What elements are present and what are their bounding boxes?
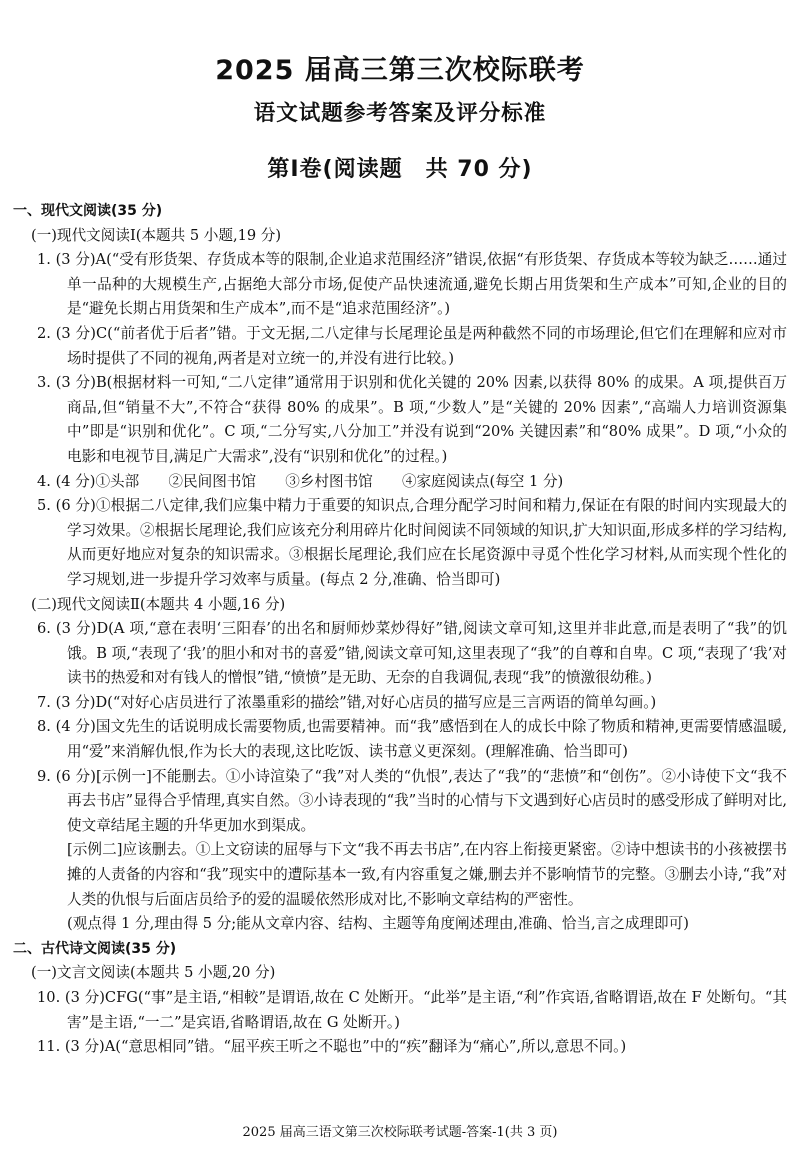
section-heading: 二、古代诗文阅读(35 分) (13, 940, 177, 957)
subsection-heading: (一)现代文阅读Ⅰ(本题共 5 小题,19 分) (31, 226, 282, 244)
answer-item: 3. (3 分)B(根据材料一可知,“二八定律”通常用于识别和优化关键的 20% 因素,以获得 80% 的成果。A 项,提供百万商品,但“销量不大”,不符合“获得 80% 的成果”。B 项,“少数人”是“关键的 20% 因素”,“高端人力培训资源集中”即是“识别和优化”。C 项,“二分写实,八分加工”并没有说到“20% 关键因素”和“80% 成果”。D 项,“小众的电影和电视节目,满足广大需求”,没有“识别和优化”的过程。) (37, 374, 787, 465)
exam-subtitle: 语文试题参考答案及评分标准 (253, 101, 547, 126)
answer-body (13, 199, 787, 1060)
scoring-note: (观点得 1 分,理由得 5 分;能从文章内容、结构、主题等角度阐述理由,准确、恰当,言之成理即可) (67, 915, 689, 933)
answer-item: 10. (3 分)CFG(“事”是主语,“相較”是谓语,故在 C 处断开。“此举”是主语,“利”作宾语,省略谓语,故在 F 处断句。“其害”是主语,“一二”是宾语,省略谓语,故在 G 处断开。) (37, 989, 787, 1031)
answer-item: 5. (6 分)①根据二八定律,我们应集中精力于重要的知识点,合理分配学习时间和精力,保证在有限的时间内实现最大的学习效果。②根据长尾理论,我们应该充分利用碎片化时间阅读不同领域的知识,扩大知识面,形成多样的学习结构,从而更好地应对复杂的知识需求。③根据长尾理论,我们应在长尾资源中寻觅个性化学习材料,从而实现个性化的学习规划,进一步提升学习效率与质量。(每点 2 分,准确、恰当即可) (37, 497, 787, 588)
answer-continuation: [示例二]应该删去。①上文窃读的屈辱与下文“我不再去书店”,在内容上衔接更紧密。②诗中想读书的小孩被摆书摊的人责备的内容和“我”现实中的遭际基本一致,有内容重复之嫌,删去并不影响情节的完整。③删去小诗,“我”对人类的仇恨与后面店员给予的爱的温暖依然形成对比,不影响文章结构的严密性。 (67, 841, 787, 908)
answer-item: 2. (3 分)C(“前者优于后者”错。于文无据,二八定律与长尾理论虽是两种截然不同的市场理论,但它们在理解和应对市场时提供了不同的视角,两者是对立统一的,并没有进行比较。) (37, 324, 787, 367)
answer-item: 6. (3 分)D(A 项,“意在表明‘三阳春’的出名和厨师炒菜炒得好”错,阅读文章可知,这里并非此意,而是表明了“我”的饥饿。B 项,“表现了‘我’的胆小和对书的喜爱”错,阅读文章可知,这里表现了“我”的自尊和自卑。C 项,“表现了‘我’对读书的热爱和对有钱人的憎恨”错,“愤愤”是无助、无奈的自我调侃,表现“我”的愤激很幼稚。) (37, 620, 787, 687)
answer-item: 7. (3 分)D(“对好心店员进行了浓墨重彩的描绘”错,对好心店员的描写应是三言两语的简单勾画。) (37, 693, 657, 711)
subsection-heading: (二)现代文阅读Ⅱ(本题共 4 小题,16 分) (31, 595, 286, 613)
exam-title: 2025 届高三第三次校际联考 (215, 55, 585, 86)
section-heading: 一、现代文阅读(35 分) (13, 203, 163, 219)
answer-item: 8. (4 分)国文先生的话说明成长需要物质,也需要精神。而“我”感悟到在人的成长中除了物质和精神,更需要情感温暖,用“爱”来消解仇恨,作为长大的表现,这比吃饭、读书意义更深刻。(理解准确、恰当即可) (37, 718, 787, 761)
subsection-heading: (一)文言文阅读(本题共 5 小题,20 分) (31, 964, 276, 982)
answer-item: 9. (6 分)[示例一]不能删去。①小诗渲染了“我”对人类的“仇恨”,表达了“我”的“悲愤”和“创伤”。②小诗使下文“我不再去书店”显得合乎情理,真实自然。③小诗表现的“我”当时的心情与下文遇到好心店员时的感受形成了鲜明对比,使文章结尾主题的升华更加水到渠成。 (37, 767, 787, 834)
page-footer: 2025 届高三语文第三次校际联考试题-答案-1(共 3 页) (242, 1125, 558, 1140)
answer-item: 4. (4 分)①头部 ②民间图书馆 ③乡村图书馆 ④家庭阅读点(每空 1 分) (37, 472, 564, 490)
answer-item: 11. (3 分)A(“意思相同”错。“屈平疾王听之不聪也”中的“疾”翻译为“痛心”,所以,意思不同。) (37, 1038, 627, 1056)
part-title: 第Ⅰ卷(阅读题 共 70 分) (267, 157, 533, 182)
answer-item: 1. (3 分)A(“受有形货架、存货成本等的限制,企业追求范围经济”错误,依据“有形货架、存货成本等较为缺乏……通过单一品种的大规模生产,占据绝大部分市场,促使产品快速流通,避免长期占用货架和生产成本”可知,企业的目的是“避免长期占用货架和生产成本”,而不是“追求范围经济”。) (37, 251, 787, 318)
